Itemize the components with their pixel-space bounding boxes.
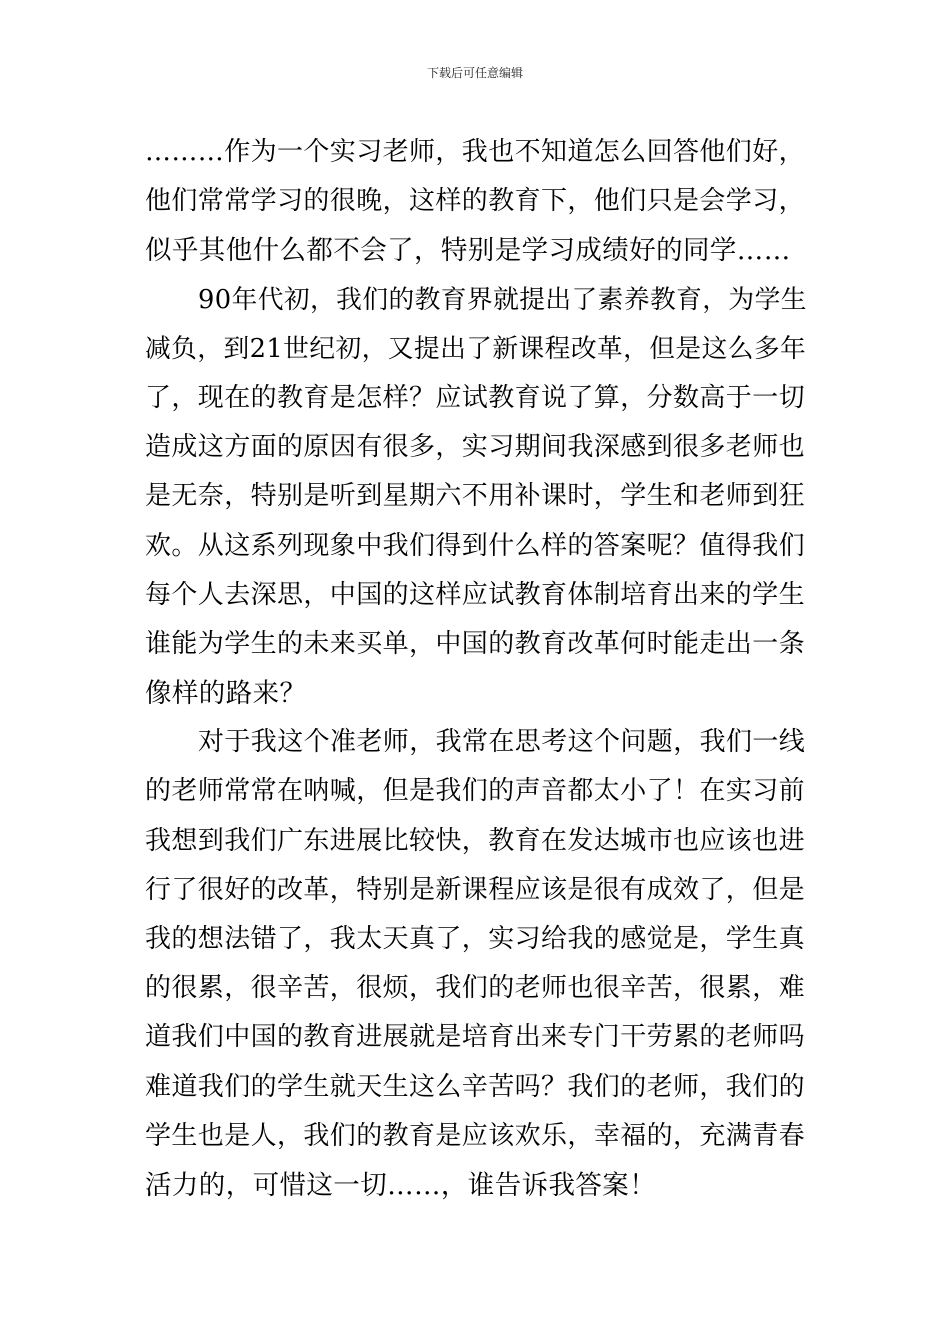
text-line: 似乎其他什么都不会了，特别是学习成绩好的同学…… [145, 235, 791, 267]
text-line: 谁能为学生的未来买单，中国的教育改革何时能走出一条 [145, 628, 806, 659]
text-line: 对于我这个准老师，我常在思考这个问题，我们一线 [198, 727, 806, 758]
text-line: 的很累，很辛苦，很烦，我们的老师也很辛苦，很累，难 [145, 973, 806, 1004]
page-header: 下载后可任意编辑 [426, 66, 523, 80]
text-line: 我的想法错了，我太天真了，实习给我的感觉是，学生真 [145, 924, 806, 954]
text-line: 他们常常学习的很晚，这样的教育下，他们只是会学习， [145, 186, 806, 217]
text-line: 是无奈，特别是听到星期六不用补课时，学生和老师到狂 [145, 481, 806, 512]
text-line: 行了很好的改革，特别是新课程应该是很有成效了，但是 [145, 874, 806, 905]
text-line: 减负，到21世纪初，又提出了新课程改革，但是这么多年 [145, 333, 807, 364]
text-line: ………作为一个实习老师，我也不知道怎么回答他们好， [145, 137, 806, 167]
document-body [145, 128, 810, 1210]
text-line: 的老师常常在呐喊，但是我们的声音都太小了！在实习前 [145, 776, 806, 807]
text-line: 道我们中国的教育进展就是培育出来专门干劳累的老师吗 [145, 1022, 806, 1053]
text-line: 难道我们的学生就天生这么辛苦吗？我们的老师，我们的 [145, 1071, 806, 1102]
text-line: 像样的路来？ [145, 678, 307, 710]
text-line: 我想到我们广东进展比较快，教育在发达城市也应该也进 [145, 825, 806, 856]
text-line: 造成这方面的原因有很多，实习期间我深感到很多老师也 [145, 432, 806, 463]
text-line: 了，现在的教育是怎样？应试教育说了算，分数高于一切 [145, 382, 806, 413]
text-line: 90年代初，我们的教育界就提出了素养教育，为学生 [198, 284, 807, 315]
text-line: 每个人去深思，中国的这样应试教育体制培育出来的学生 [145, 579, 806, 610]
text-line: 欢。从这系列现象中我们得到什么样的答案呢？值得我们 [145, 530, 806, 561]
text-line: 活力的，可惜这一切……，谁告诉我答案！ [145, 1169, 657, 1201]
text-line: 学生也是人，我们的教育是应该欢乐，幸福的，充满青春 [145, 1120, 806, 1151]
